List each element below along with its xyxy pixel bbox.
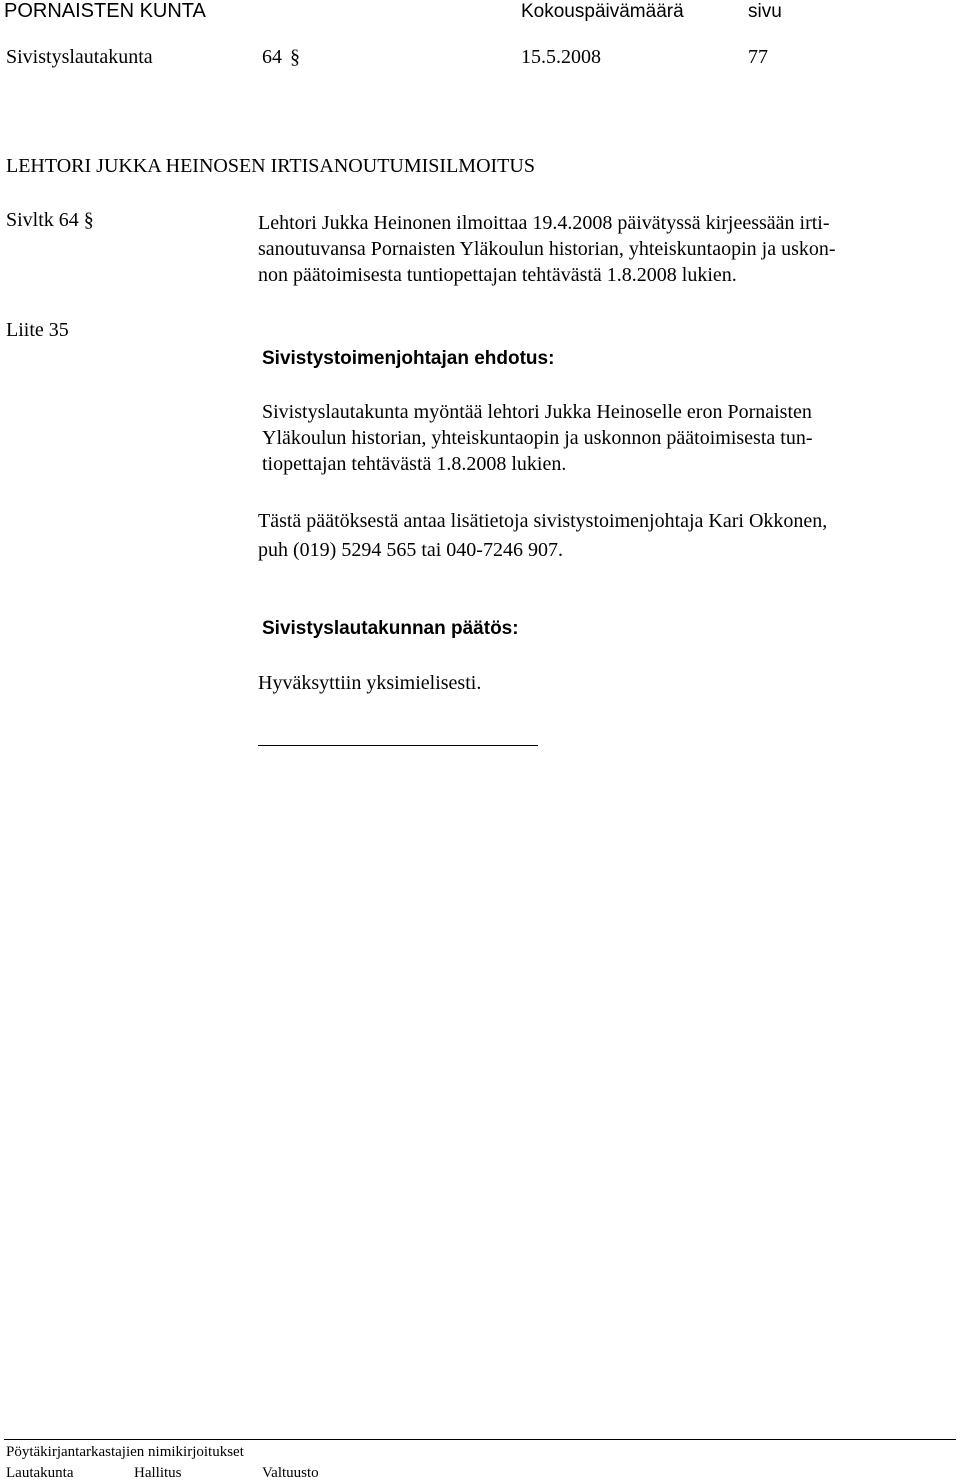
info-line: Tästä päätöksestä antaa lisätietoja sivistystoimenjohtaja Kari Okkonen, <box>258 510 828 532</box>
proposal-line: Yläkoulun historian, yhteiskuntaopin ja uskonnon päätoimisesta tun- <box>262 427 813 449</box>
section-number: 64 <box>262 46 282 68</box>
organization-name: PORNAISTEN KUNTA <box>4 0 206 22</box>
footer-rule <box>4 1439 956 1440</box>
date-column-label: Kokouspäivämäärä <box>521 1 684 22</box>
intro-line: sanoutuvansa Pornaisten Yläkoulun historian, yhteiskuntaopin ja uskon- <box>258 238 836 260</box>
proposal-line: tiopettajan tehtävästä 1.8.2008 lukien. <box>262 453 567 475</box>
proposal-paragraph <box>262 399 942 477</box>
decision-text: Hyväksyttiin yksimielisesti. <box>258 672 482 694</box>
footer-column-lautakunta: Lautakunta <box>6 1465 74 1481</box>
footer-column-hallitus: Hallitus <box>134 1465 182 1481</box>
intro-line: non päätoimisesta tuntiopettajan tehtävästä 1.8.2008 lukien. <box>258 264 737 286</box>
intro-line: Lehtori Jukka Heinonen ilmoittaa 19.4.2008 päivätyssä kirjeessään irti- <box>258 212 830 234</box>
meeting-date: 15.5.2008 <box>521 46 601 68</box>
section-reference: Sivltk 64 § <box>6 209 94 231</box>
info-paragraph <box>258 507 938 565</box>
page-column-label: sivu <box>748 1 782 22</box>
proposal-heading: Sivistystoimenjohtajan ehdotus: <box>262 348 555 369</box>
intro-paragraph <box>258 210 938 288</box>
proposal-line: Sivistyslautakunta myöntää lehtori Jukka Heinoselle eron Pornaisten <box>262 401 812 423</box>
page-number: 77 <box>748 46 768 68</box>
footer-column-valtuusto: Valtuusto <box>262 1465 319 1481</box>
body-name: Sivistyslautakunta <box>6 46 153 68</box>
info-line: puh (019) 5294 565 tai 040-7246 907. <box>258 539 563 561</box>
signatures-label: Pöytäkirjantarkastajien nimikirjoitukset <box>6 1444 244 1460</box>
decision-heading: Sivistyslautakunnan päätös: <box>262 618 519 639</box>
section-symbol: § <box>290 46 300 68</box>
end-line <box>258 745 538 746</box>
document-title: LEHTORI JUKKA HEINOSEN IRTISANOUTUMISILMOITUS <box>6 155 535 177</box>
attachment-label: Liite 35 <box>6 319 69 341</box>
